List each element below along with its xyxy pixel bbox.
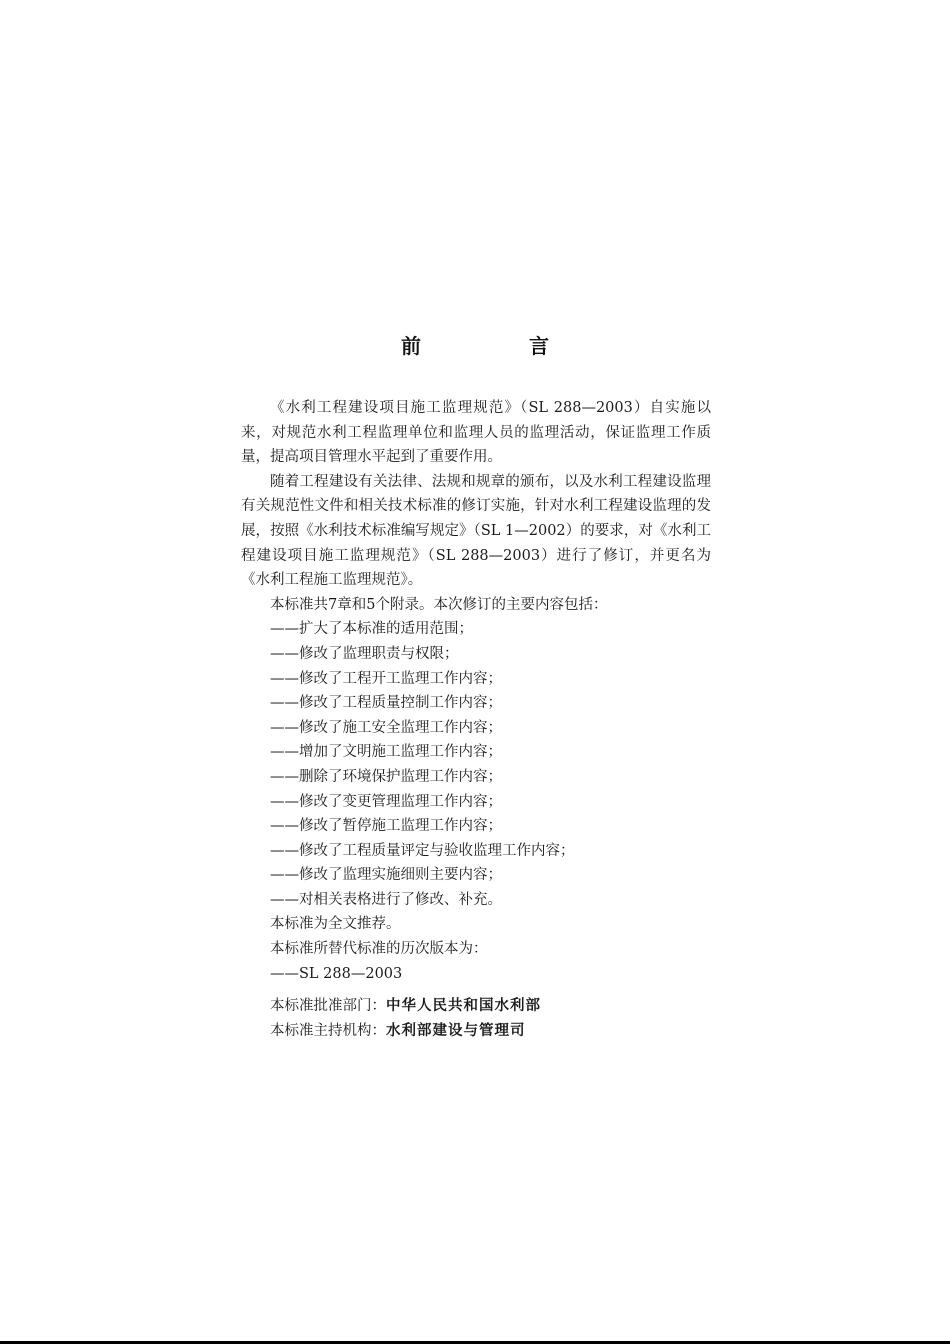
approval-department: 中华人民共和国水利部 [386, 998, 541, 1015]
host-line [241, 1019, 711, 1044]
paragraph-revision: 随着工程建设有关法律、法规和规章的颁布，以及水利工程建设监理有关规范性文件和相关技术标准的修订实施，针对水利工程建设监理的发展，按照《水利技术标准编写规定》（SL 1—2002）的要求，对《水利工程建设项目施工监理规范》（SL 288—2003）进行了修订，并更名为《水利工程施工监理规范》。 [241, 473, 711, 589]
preface-body [241, 396, 711, 1043]
approval-label: 本标准批准部门： [270, 998, 386, 1015]
list-item: ——修改了工程质量评定与验收监理工作内容； [270, 842, 575, 859]
host-organization: 水利部建设与管理司 [386, 1022, 526, 1039]
list-item: ——修改了工程质量控制工作内容； [270, 695, 502, 712]
spacer [241, 986, 711, 994]
host-label: 本标准主持机构： [270, 1022, 386, 1039]
list-item: ——修改了暂停施工监理工作内容； [270, 818, 502, 835]
list-item: ——对相关表格进行了修改、补充。 [270, 891, 502, 908]
list-item: ——修改了变更管理监理工作内容； [270, 793, 502, 810]
recommend-statement: 本标准为全文推荐。 [270, 916, 401, 933]
page-title: 前 言 [401, 334, 593, 358]
list-item: ——修改了施工安全监理工作内容； [270, 719, 502, 736]
list-item: ——修改了监理职责与权限； [270, 645, 459, 662]
paragraph-history: 《水利工程建设项目施工监理规范》（SL 288—2003）自实施以来，对规范水利工程监理单位和监理人员的监理活动，保证监理工作质量，提高项目管理水平起到了重要作用。 [241, 400, 711, 466]
replaced-version: ——SL 288—2003 [270, 965, 403, 982]
list-item: ——修改了工程开工监理工作内容； [270, 670, 502, 687]
replaced-label: 本标准所替代标准的历次版本为： [270, 941, 488, 958]
list-item: ——修改了监理实施细则主要内容； [270, 867, 502, 884]
changes-list [241, 617, 711, 912]
list-item: ——增加了文明施工监理工作内容； [270, 744, 502, 761]
list-item: ——扩大了本标准的适用范围； [270, 621, 473, 638]
list-item: ——删除了环境保护监理工作内容； [270, 768, 502, 785]
changes-intro: 本标准共7章和5个附录。本次修订的主要内容包括： [270, 596, 608, 613]
approval-line [241, 994, 711, 1019]
